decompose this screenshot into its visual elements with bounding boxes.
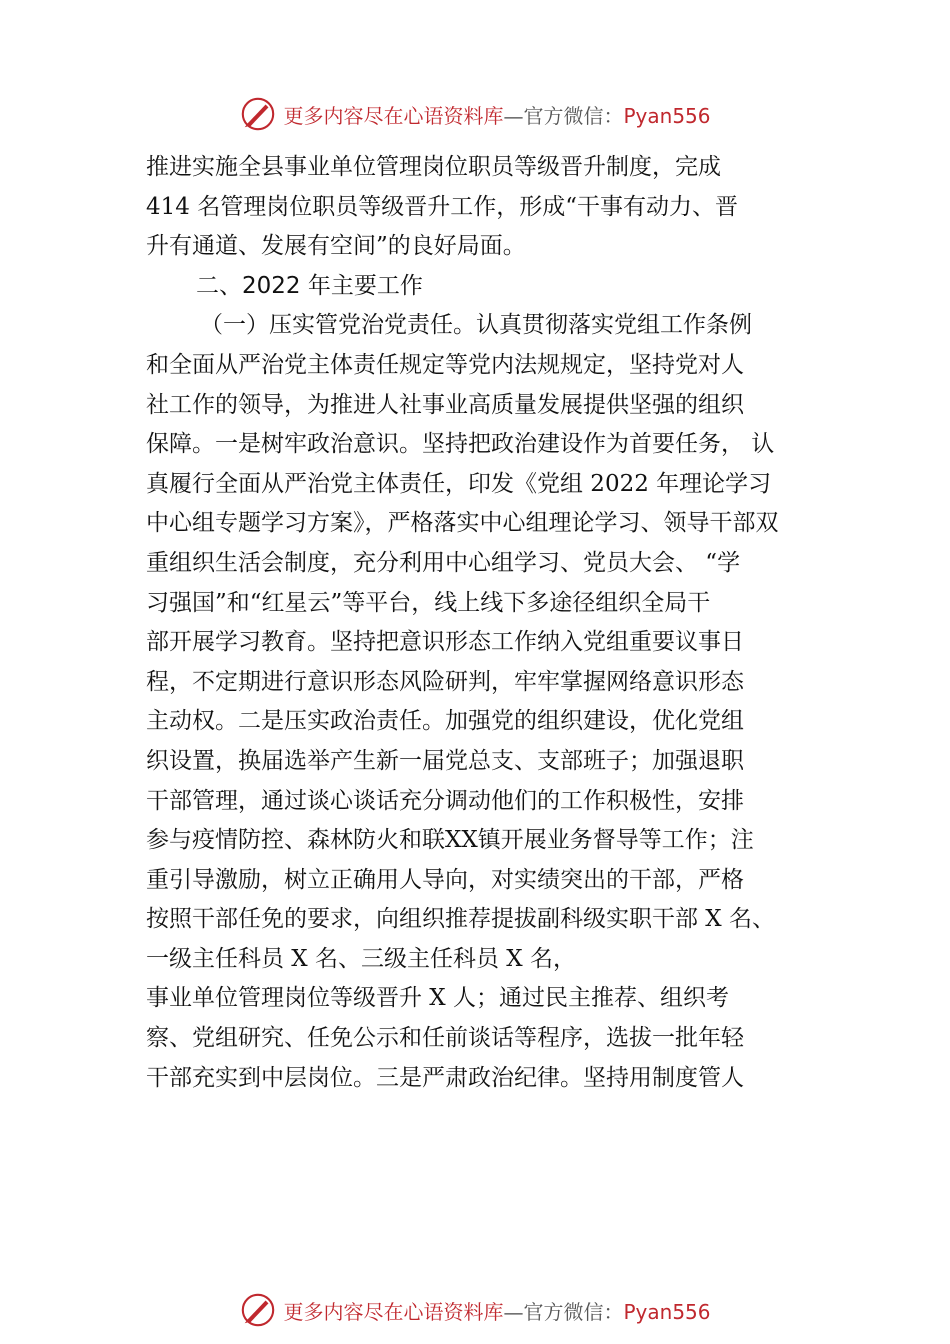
- text-line: 推进实施全县事业单位管理岗位职员等级晋升制度，完成: [146, 154, 721, 180]
- text-line: 部开展学习教育。坚持把意识形态工作纳入党组重要议事日: [146, 629, 744, 656]
- section-heading: 二、2022 年主要工作: [196, 272, 423, 299]
- text-line: 干部充实到中层岗位。三是严肃政治纪律。坚持用制度管人: [146, 1064, 744, 1091]
- text-line: 干部管理，通过谈心谈话充分调动他们的工作积极性，安排: [146, 787, 744, 814]
- text-line: 真履行全面从严治党主体责任，印发《党组 2022 年理论学习: [146, 470, 772, 497]
- text-line: 察、党组研究、任免公示和任前谈话等程序，选拔一批年轻: [146, 1025, 744, 1052]
- text-line: 414 名管理岗位职员等级晋升工作，形成“干事有动力、晋: [146, 193, 738, 220]
- footer-banner: [0, 1290, 950, 1330]
- text-line: 重引导激励，树立正确用人导向，对实绩突出的干部，严格: [146, 866, 744, 893]
- banner-wechat-label: 官方微信：: [523, 103, 624, 128]
- document-body: [146, 148, 826, 1098]
- banner-wechat-id: Pyan556: [623, 103, 711, 128]
- text-line: 升有通道、发展有空间”的良好局面。: [146, 233, 526, 260]
- banner-wechat-label: 官方微信：: [523, 1299, 624, 1324]
- text-line: 中心组专题学习方案》，严格落实中心组理论学习、领导干部双: [146, 510, 779, 537]
- banner-brand: 更多内容尽在心语资料库: [283, 1299, 504, 1324]
- pen-seal-icon: [239, 1291, 277, 1329]
- banner-text: [283, 100, 710, 129]
- text-line: 按照干部任免的要求，向组织推荐提拔副科级实职干部 X 名、: [146, 906, 775, 933]
- text-line: 一级主任科员 X 名、三级主任科员 X 名，: [146, 945, 576, 972]
- text-line: 主动权。二是压实政治责任。加强党的组织建设，优化党组: [146, 708, 744, 735]
- header-banner: [0, 94, 950, 134]
- text-line: 程，不定期进行意识形态风险研判，牢牢掌握网络意识形态: [146, 668, 744, 695]
- text-line: 习强国”和“红星云”等平台，线上线下多途径组织全局干: [146, 589, 711, 616]
- text-line: 保障。一是树牢政治意识。坚持把政治建设作为首要任务， 认: [146, 431, 775, 458]
- banner-separator: —: [503, 103, 524, 128]
- text-line: 参与疫情防控、森林防火和联XX镇开展业务督导等工作；注: [146, 827, 754, 854]
- banner-separator: —: [503, 1299, 524, 1324]
- text-line: 社工作的领导，为推进人社事业高质量发展提供坚强的组织: [146, 391, 744, 418]
- banner-brand: 更多内容尽在心语资料库: [283, 103, 504, 128]
- text-line: 和全面从严治党主体责任规定等党内法规规定，坚持党对人: [146, 351, 744, 378]
- text-line: 事业单位管理岗位等级晋升 X 人；通过民主推荐、组织考: [146, 985, 729, 1012]
- pen-seal-icon: [239, 95, 277, 133]
- text-line: 重组织生活会制度，充分利用中心组学习、党员大会、 “学: [146, 549, 741, 576]
- banner-text: [283, 1296, 710, 1325]
- banner-wechat-id: Pyan556: [623, 1299, 711, 1324]
- text-line: 织设置，换届选举产生新一届党总支、支部班子；加强退职: [146, 747, 744, 774]
- text-line: （一）压实管党治党责任。认真贯彻落实党组工作条例: [200, 312, 752, 339]
